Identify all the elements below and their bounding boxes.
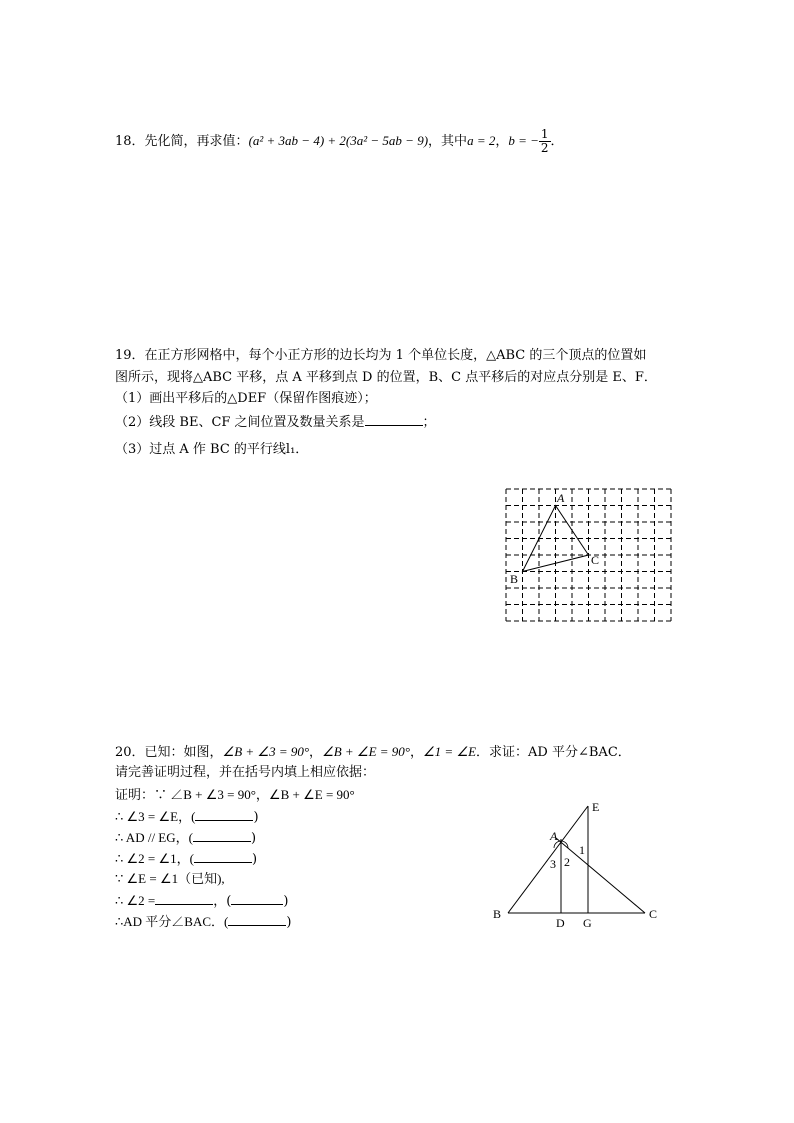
proof-blank[interactable] [155,890,213,905]
proof-line [115,806,259,828]
segment-ac [556,838,645,913]
proof-text: ∴ ∠2 = ∠1，( [115,851,194,866]
q20-comma1: ， [309,745,323,760]
proof-text: ∵ ∠E = ∠1（已知), [115,871,225,886]
q18-end: ． [550,134,564,149]
q18-frac-den: 2 [540,141,549,155]
grid-label-c: C [591,553,600,567]
proof-text: 证明：∵ ∠B + ∠3 = 90°，∠B + ∠E = 90° [115,787,355,802]
proof-suffix: ) [253,810,259,825]
grid-label-a: A [557,491,565,505]
proof-line [115,911,291,933]
q20-intro: 20．已知：如图， [115,745,223,760]
q19-sub2 [115,411,436,433]
q18-frac-num: 1 [540,127,549,141]
proof-blank[interactable] [228,911,286,926]
q20-line2: 请完善证明过程，并在括号内填上相应依据： [115,765,376,780]
q19-sub2-text: （2）线段 BE、CF 之间位置及数量关系是 [115,415,365,430]
fig-label-angle2: 2 [564,855,570,869]
proof-suffix: ) [286,915,292,930]
q18-line [115,128,564,155]
proof-blank[interactable] [193,827,251,842]
fig-label-g: G [583,916,592,930]
q20-goal: ．求证：AD 平分∠BAC． [476,745,631,760]
q18-number: 18． [115,134,145,149]
q18-a-value: a = 2 [467,133,496,148]
proof-suffix: ，( [213,894,232,909]
proof-line [115,848,257,870]
proof-blank[interactable] [195,806,253,821]
proof-suffix: ) [252,852,258,867]
q18-fraction [539,128,551,155]
q19-sub2-blank[interactable] [365,411,423,426]
proof-text: ∴ ∠3 = ∠E，( [115,809,196,824]
q19-sub3: （3）过点 A 作 BC 的平行线l₁． [115,442,309,457]
q18-b-value: b = − [508,133,539,148]
proof-line [115,827,256,849]
q19-line2: 图所示，现将△ABC 平移，点 A 平移到点 D 的位置，B、C 点平移后的对应点分别是 E、F． [115,370,657,385]
proof-text: ∴ ∠2 = [115,893,156,908]
segment-be [508,806,588,913]
fig-label-b: B [493,907,502,921]
proof-line [115,869,225,890]
fig-label-d: D [556,916,565,930]
fig-label-a: A [550,829,558,843]
q18-sep: ， [495,134,509,149]
q19-sub2-end: ； [422,415,436,430]
proof-suffix: ) [283,894,289,909]
q20-cond2: ∠B + ∠E = 90° [322,744,410,759]
proof-blank[interactable] [231,890,283,905]
q20-line1 [115,742,631,763]
proof-line [115,785,355,806]
proof-text: ∴ AD // EG，( [115,830,193,845]
proof-blank[interactable] [194,848,252,863]
q18-instruction: 先化简，再求值： [144,134,249,149]
q18-where: ，其中 [428,134,468,149]
proof-suffix: ) [250,831,257,846]
proof-text: ∴AD 平分∠BAC．( [115,914,229,929]
fig-label-angle3: 3 [550,857,556,871]
q20-comma2: ， [410,745,424,760]
q19-line1: 19．在正方形网格中，每个小正方形的边长均为 1 个单位长度，△ABC 的三个顶点的位置如 [115,348,647,363]
q20-cond1: ∠B + ∠3 = 90° [222,744,310,759]
proof-line [115,890,288,912]
q19-grid-figure [500,484,680,626]
fig-label-c: C [649,907,658,921]
fig-label-e: E [592,800,600,814]
q20-cond3: ∠1 = ∠E [423,744,477,759]
grid-label-b: B [510,572,519,586]
fig-label-angle1: 1 [579,843,585,857]
q19-sub1: （1）画出平移后的△DEF（保留作图痕迹）； [115,391,377,406]
q20-figure [488,796,668,931]
q18-expression: (a² + 3ab − 4) + 2(3a² − 5ab − 9) [248,133,429,148]
